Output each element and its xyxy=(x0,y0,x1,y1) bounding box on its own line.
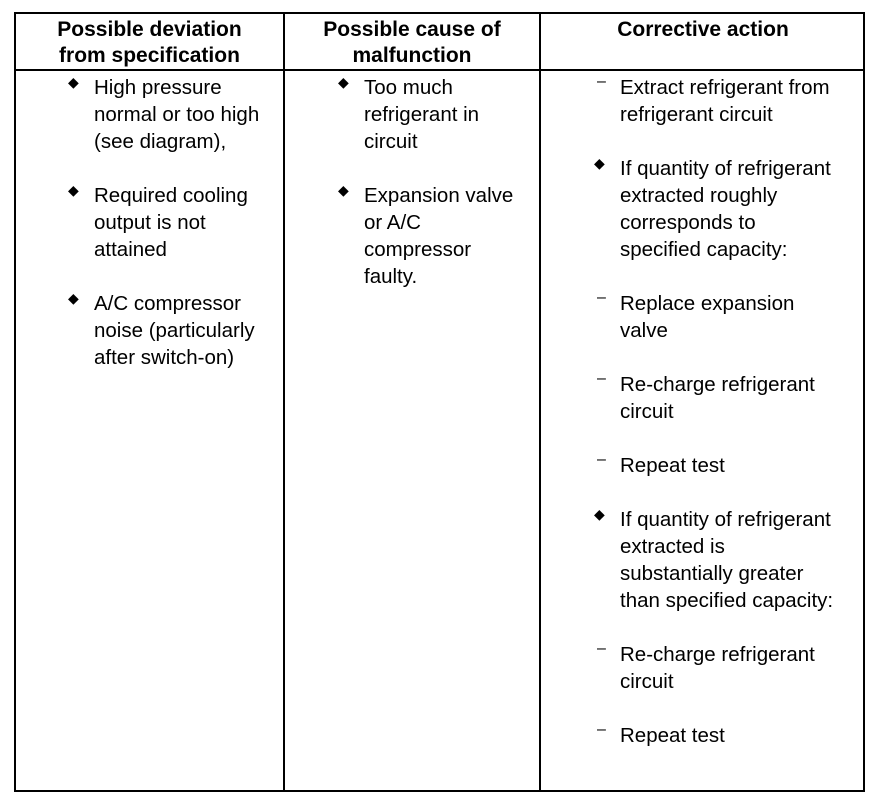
bullet-item xyxy=(338,182,538,290)
item-text-line: Re-charge refrigerant xyxy=(620,373,815,396)
item-text-line: than specified capacity: xyxy=(620,589,834,612)
item-text-line: valve xyxy=(620,319,668,342)
item-text-line: extracted roughly xyxy=(620,184,778,207)
item-text-line: Repeat test xyxy=(620,454,725,477)
dash-bullet-icon: – xyxy=(597,370,606,387)
item-text-line: refrigerant circuit xyxy=(620,103,773,126)
action-step xyxy=(594,371,865,425)
bullet-item xyxy=(594,506,865,614)
item-text-line: corresponds to xyxy=(620,211,756,234)
item-text-line: Expansion valve xyxy=(364,184,514,207)
item-text-line: Extract refrigerant from xyxy=(620,76,830,99)
item-text-line: circuit xyxy=(364,130,418,153)
dash-bullet-icon: – xyxy=(597,721,606,738)
item-text-line: If quantity of refrigerant xyxy=(620,508,831,531)
header-line: Possible deviation xyxy=(57,17,242,41)
header-line: Possible cause of xyxy=(323,17,501,41)
diamond-bullet-icon: ◆ xyxy=(594,155,605,171)
item-text-line: High pressure xyxy=(94,76,222,99)
header-line: from specification xyxy=(59,43,240,67)
diamond-bullet-icon: ◆ xyxy=(338,74,349,90)
action-step xyxy=(594,641,865,695)
deviation-column xyxy=(68,74,283,398)
dash-bullet-icon: – xyxy=(597,640,606,657)
item-text-line: Replace expansion xyxy=(620,292,795,315)
dash-bullet-icon: – xyxy=(597,73,606,90)
header-cause xyxy=(285,14,539,71)
item-text-line: output is not xyxy=(94,211,206,234)
action-step xyxy=(594,74,865,128)
item-text-line: after switch-on) xyxy=(94,346,235,369)
item-text-line: Required cooling xyxy=(94,184,248,207)
bullet-item xyxy=(338,74,538,155)
item-text-line: circuit xyxy=(620,400,674,423)
item-text-line: If quantity of refrigerant xyxy=(620,157,831,180)
item-text-line: attained xyxy=(94,238,167,261)
item-text-line: circuit xyxy=(620,670,674,693)
dash-bullet-icon: – xyxy=(597,289,606,306)
column-divider xyxy=(539,14,541,790)
item-text-line: Too much xyxy=(364,76,453,99)
item-text-line: Re-charge refrigerant xyxy=(620,643,815,666)
item-text-line: specified capacity: xyxy=(620,238,788,261)
item-text-line: substantially greater xyxy=(620,562,804,585)
item-text-line: extracted is xyxy=(620,535,725,558)
dash-bullet-icon: – xyxy=(597,451,606,468)
item-text-line: compressor xyxy=(364,238,472,261)
item-text-line: or A/C xyxy=(364,211,421,234)
diamond-bullet-icon: ◆ xyxy=(338,182,349,198)
header-corrective-action xyxy=(541,14,865,71)
bullet-item xyxy=(68,182,283,263)
action-step xyxy=(594,290,865,344)
column-divider xyxy=(283,14,285,790)
header-deviation xyxy=(16,14,283,71)
diamond-bullet-icon: ◆ xyxy=(68,182,79,198)
header-line: Corrective action xyxy=(617,18,789,41)
fault-table xyxy=(14,12,865,792)
item-text-line: Repeat test xyxy=(620,724,725,747)
diamond-bullet-icon: ◆ xyxy=(594,506,605,522)
header-line: malfunction xyxy=(352,43,472,67)
bullet-item xyxy=(68,74,283,155)
item-text-line: faulty. xyxy=(364,265,418,288)
cause-column xyxy=(338,74,538,317)
diamond-bullet-icon: ◆ xyxy=(68,290,79,306)
item-text-line: (see diagram), xyxy=(94,130,227,153)
item-text-line: A/C compressor xyxy=(94,292,241,315)
bullet-item xyxy=(594,155,865,263)
item-text-line: normal or too high xyxy=(94,103,260,126)
corrective-action-column xyxy=(594,74,865,776)
diamond-bullet-icon: ◆ xyxy=(68,74,79,90)
action-step xyxy=(594,722,865,749)
bullet-item xyxy=(68,290,283,371)
item-text-line: noise (particularly xyxy=(94,319,255,342)
item-text-line: refrigerant in xyxy=(364,103,480,126)
action-step xyxy=(594,452,865,479)
